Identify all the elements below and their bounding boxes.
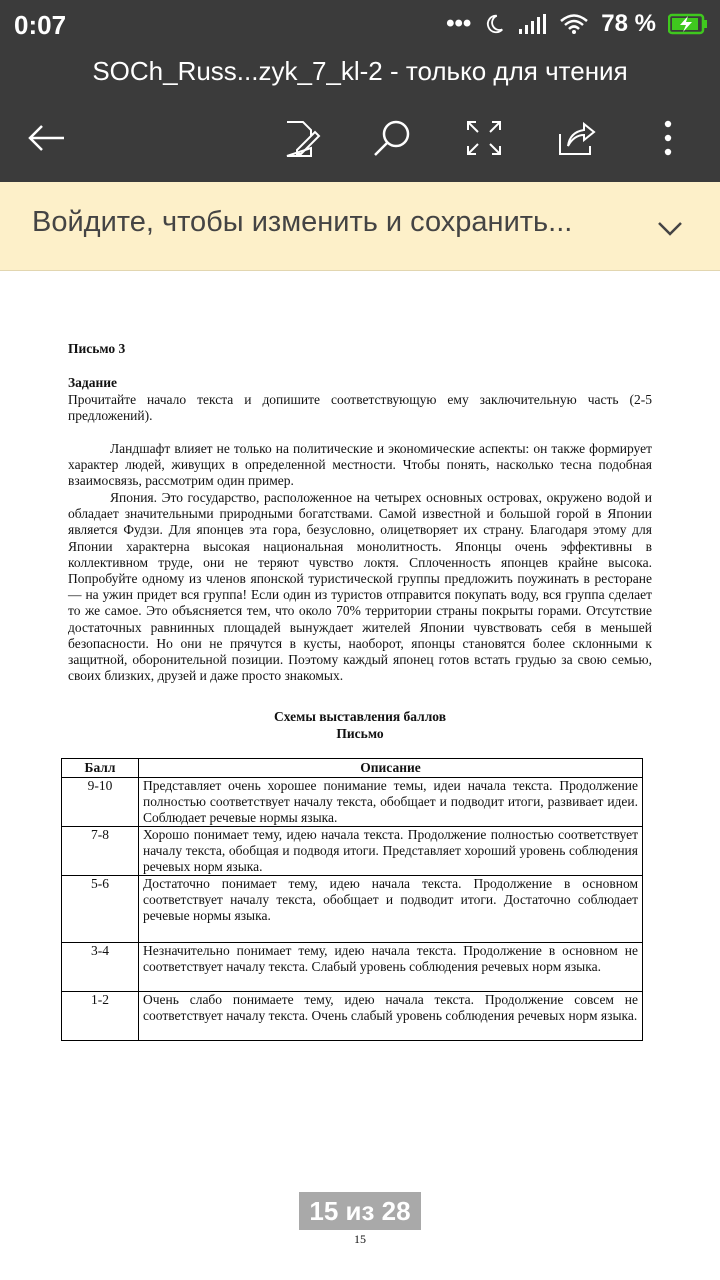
score-cell: 3-4: [62, 943, 139, 992]
letter-heading: Письмо 3: [68, 341, 126, 356]
description-cell: Хорошо понимает тему, идею начала текста. Продолжение полностью соответствует началу текста, обобщая и подводя итоги. Представляет хороший уровень соблюдения речевых норм языка.: [139, 827, 643, 876]
search-button[interactable]: [362, 108, 422, 168]
battery-charging-icon: [668, 13, 708, 35]
edit-button[interactable]: [271, 108, 331, 168]
task-text: Прочитайте начало текста и допишите соответствующую ему заключительную часть (2-5 предложений).: [68, 392, 652, 424]
arrow-left-icon: [26, 123, 66, 153]
search-icon: [372, 118, 412, 158]
more-options-button[interactable]: [638, 108, 698, 168]
table-row: [62, 827, 643, 876]
table-header-description: Описание: [139, 759, 643, 778]
signal-icon: [517, 13, 547, 35]
description-cell: Очень слабо понимаете тему, идею начала текста. Продолжение совсем не соответствует началу текста. Очень слабый уровень соблюдения речевых норм языка.: [139, 992, 643, 1041]
app-bar: [0, 52, 720, 182]
table-row: [62, 943, 643, 992]
share-icon: [556, 118, 596, 158]
description-cell: Представляет очень хорошее понимание темы, идеи начала текста. Продолжение полностью соответствует началу текста, обобщает и подводит итоги, развивает идеи. Соблюдает речевые нормы языка.: [139, 778, 643, 827]
more-vertical-icon: [662, 120, 674, 156]
table-row: [62, 992, 643, 1041]
paragraph-1: Ландшафт влияет не только на политические и экономические аспекты: он также формирует характер людей, живущих в определенной местности. Чтобы понять, насколько тесна подобная взаимосвязь, рассмотрим один пример.: [68, 441, 652, 489]
battery-percent: 78 %: [601, 10, 656, 37]
score-cell: 9-10: [62, 778, 139, 827]
document-page[interactable]: [0, 271, 720, 1280]
edit-document-icon: [281, 118, 321, 158]
task-label: Задание: [68, 375, 118, 390]
scheme-subtitle: Письмо: [336, 726, 384, 741]
description-cell: Незначительно понимает тему, идею начала текста. Продолжение в основном не соответствует началу текста. Слабый уровень соблюдения речевых норм языка.: [139, 943, 643, 992]
status-time: 0:07: [14, 10, 67, 40]
sign-in-banner[interactable]: [0, 182, 720, 271]
sign-in-message: Войдите, чтобы изменить и сохранить...: [32, 206, 573, 238]
page-number: 15: [354, 1232, 366, 1246]
share-button[interactable]: [546, 108, 606, 168]
description-cell: Достаточно понимает тему, идею начала текста. Продолжение в основном соответствует началу текста, обобщает и подводит итоги. Достаточно соблюдает речевые нормы языка.: [139, 876, 643, 943]
score-table: [61, 758, 643, 1041]
expand-banner-button[interactable]: [650, 208, 690, 248]
status-icons: [446, 10, 708, 38]
more-notifications-icon: •••: [446, 10, 472, 37]
table-header-score: Балл: [62, 759, 139, 778]
table-header-row: [62, 759, 643, 778]
paragraph-2: Япония. Это государство, расположенное на четырех основных островах, окружено водой и обладает значительными природными богатствами. Самой известной и большой горой в Японии является Фудзи. Для японцев эта гора, безусловно, олицетворяет их страну. Благодаря этому для Японии характерна высокая национальная монолитность. Японцы очень эффективны в коллективном труде, они не теряют чувство локтя. Сплоченность японцев крайне высока. Попробуйте одному из членов японской туристической группы предложить поужинать в ресторане — на ужин придет вся группа! Если один из туристов отправится покупать воду, вся группа сделает то же самое. Это объясняется тем, что около 70% территории страны покрыты горами. Отсутствие достаточных равнинных площадей вынуждает жителей Японии чувствовать себя в меньшей безопасности. Но они не прячутся в кусты, наоборот, японцы становятся более склонными к защитной, оборонительной позиции. Поэтому каждый японец готов встать грудью за свою семью, своих близких, друзей и даже просто знакомых.: [68, 490, 652, 684]
scheme-title: Схемы выставления баллов: [273, 709, 447, 724]
page-indicator: 15 из 28: [299, 1192, 421, 1230]
fullscreen-button[interactable]: [454, 108, 514, 168]
back-button[interactable]: [16, 108, 76, 168]
document-title: SOCh_Russ...zyk_7_kl-2 - только для чтения: [92, 56, 628, 86]
do-not-disturb-moon-icon: [483, 13, 505, 35]
chevron-down-icon: [650, 208, 690, 248]
fullscreen-icon: [466, 120, 502, 156]
score-cell: 5-6: [62, 876, 139, 943]
status-bar: [0, 0, 720, 52]
table-row: [62, 778, 643, 827]
score-cell: 7-8: [62, 827, 139, 876]
table-row: [62, 876, 643, 943]
score-cell: 1-2: [62, 992, 139, 1041]
wifi-icon: [559, 13, 589, 35]
